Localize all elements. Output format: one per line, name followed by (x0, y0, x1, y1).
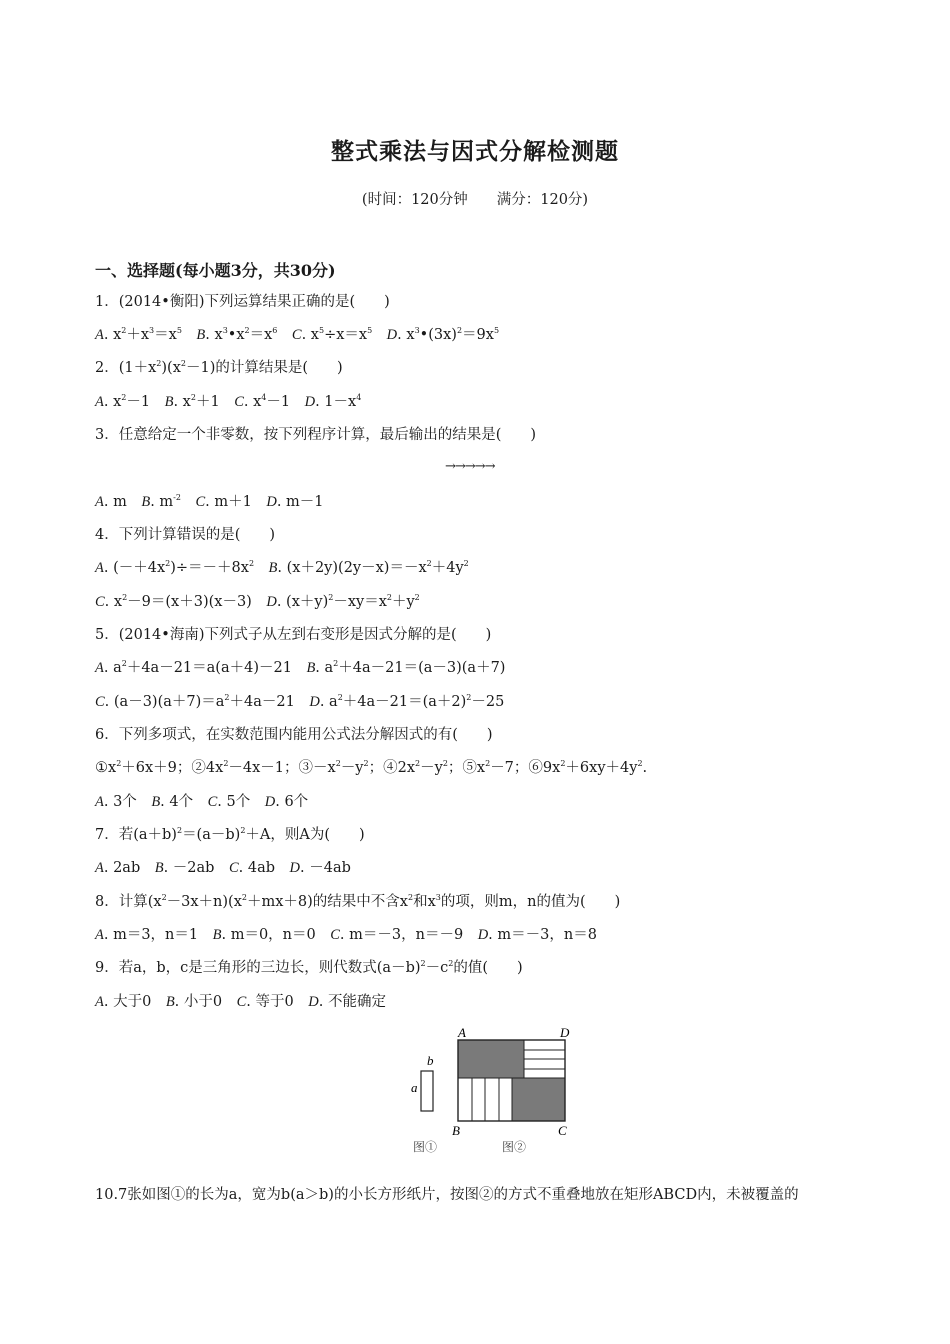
question-5-options-cd: C. $(a-3)(a+7)=a^2+4a-21$ D. $a^2+4a-21=(a+2)^2-25$ (95, 693, 505, 710)
rectangle-figure (405, 1025, 585, 1160)
question-2-options: A. $x^2-1$ B. $x^2+1$ C. $x^4-1$ D. $1-x^4$ (95, 393, 362, 410)
corner-c: C (558, 1123, 567, 1138)
exam-info: (时间：120分钟 满分：120分) (361, 192, 589, 208)
section-heading: 一、选择题(每小题3分，共30分) (95, 261, 336, 280)
uncovered-region-top (458, 1040, 524, 1078)
corner-a: A (458, 1025, 466, 1040)
question-1-stem: 1．(2014•衡阳)下列运算结果正确的是( ) (95, 294, 390, 310)
question-7-options: A. 2ab B. －2ab C. 4ab D. －4ab (95, 860, 351, 876)
corner-d: D (560, 1025, 570, 1040)
question-6-options: A. 3个 B. 4个 C. 5个 D. 6个 (95, 794, 309, 810)
question-8-options: A. m＝3，n＝1 B. m＝0，n＝0 C. m＝－3，n＝－9 D. m＝－3，n＝8 (95, 927, 597, 943)
question-9-stem: 9．若a，b，c是三角形的三边长，则代数式$(a-b)^2-c^2$的值( ) (95, 959, 523, 976)
label-b: b (427, 1053, 434, 1068)
question-10-stem: 10.7张如图①的长为a，宽为b(a＞b)的小长方形纸片，按图②的方式不重叠地放在矩形ABCD内，未被覆盖的 (95, 1187, 799, 1203)
question-8-stem: 8．计算$(x^2-3x+n)(x^2+mx+8)$的结果中不含$x^2$和$x^3$的项，则m，n的值为( ) (95, 893, 621, 910)
question-5-options-ab: A. $a^2+4a-21=a(a+4)-21$ B. $a^2+4a-21=(a-3)(a+7)$ (95, 659, 506, 676)
question-4-options-ab: A. $(-+4x^2)\div=-+8x^2$ B. $(x+2y)(2y-x)=-x^2+4y^2$ (95, 559, 469, 576)
caption-figure-2: 图② (502, 1140, 527, 1154)
page-title: 整式乘法与因式分解检测题 (331, 138, 619, 165)
question-1-options: A. $x^2+x^3=x^5$ B. $x^3•x^2=x^6$ C. $x^5\div x=x^5$ D. $x^3•(3x)^2=9x^5$ (95, 326, 500, 343)
question-4-options-cd: C. $x^2-9=(x+3)(x-3)$ D. $(x+y)^2-xy=x^2+y^2$ (95, 593, 420, 610)
program-flow-arrows: →→→→→ (445, 459, 495, 474)
question-6-polynomials: $①x^2+6x+9$；$②4x^2-4x-1$；$③-x^2-y^2$；$④2x^2-y^2$；$⑤x^2-7$；$⑥9x^2+6xy+4y^2$. (95, 759, 648, 776)
question-6-stem: 6．下列多项式，在实数范围内能用公式法分解因式的有( ) (95, 727, 493, 743)
small-rectangle (421, 1071, 433, 1111)
strips-top-right (524, 1040, 565, 1078)
question-4-stem: 4．下列计算错误的是( ) (95, 527, 276, 543)
question-2-stem: 2．$(1+x^2)(x^2-1)$的计算结果是( ) (95, 359, 343, 376)
uncovered-region-bottom (512, 1078, 565, 1121)
question-5-stem: 5．(2014•海南)下列式子从左到右变形是因式分解的是( ) (95, 627, 492, 643)
caption-figure-1: 图① (413, 1140, 438, 1154)
corner-b: B (452, 1123, 460, 1138)
question-9-options: A. 大于0 B. 小于0 C. 等于0 D. 不能确定 (95, 994, 386, 1010)
question-3-stem: 3．任意给定一个非零数，按下列程序计算，最后输出的结果是( ) (95, 427, 537, 443)
label-a: a (411, 1080, 418, 1095)
question-3-options: A. m B. $m^{-2}$ C. m＋1 D. m－1 (95, 493, 324, 510)
question-7-stem: 7．若$(a+b)^2=(a-b)^2+A$，则A为( ) (95, 826, 365, 843)
